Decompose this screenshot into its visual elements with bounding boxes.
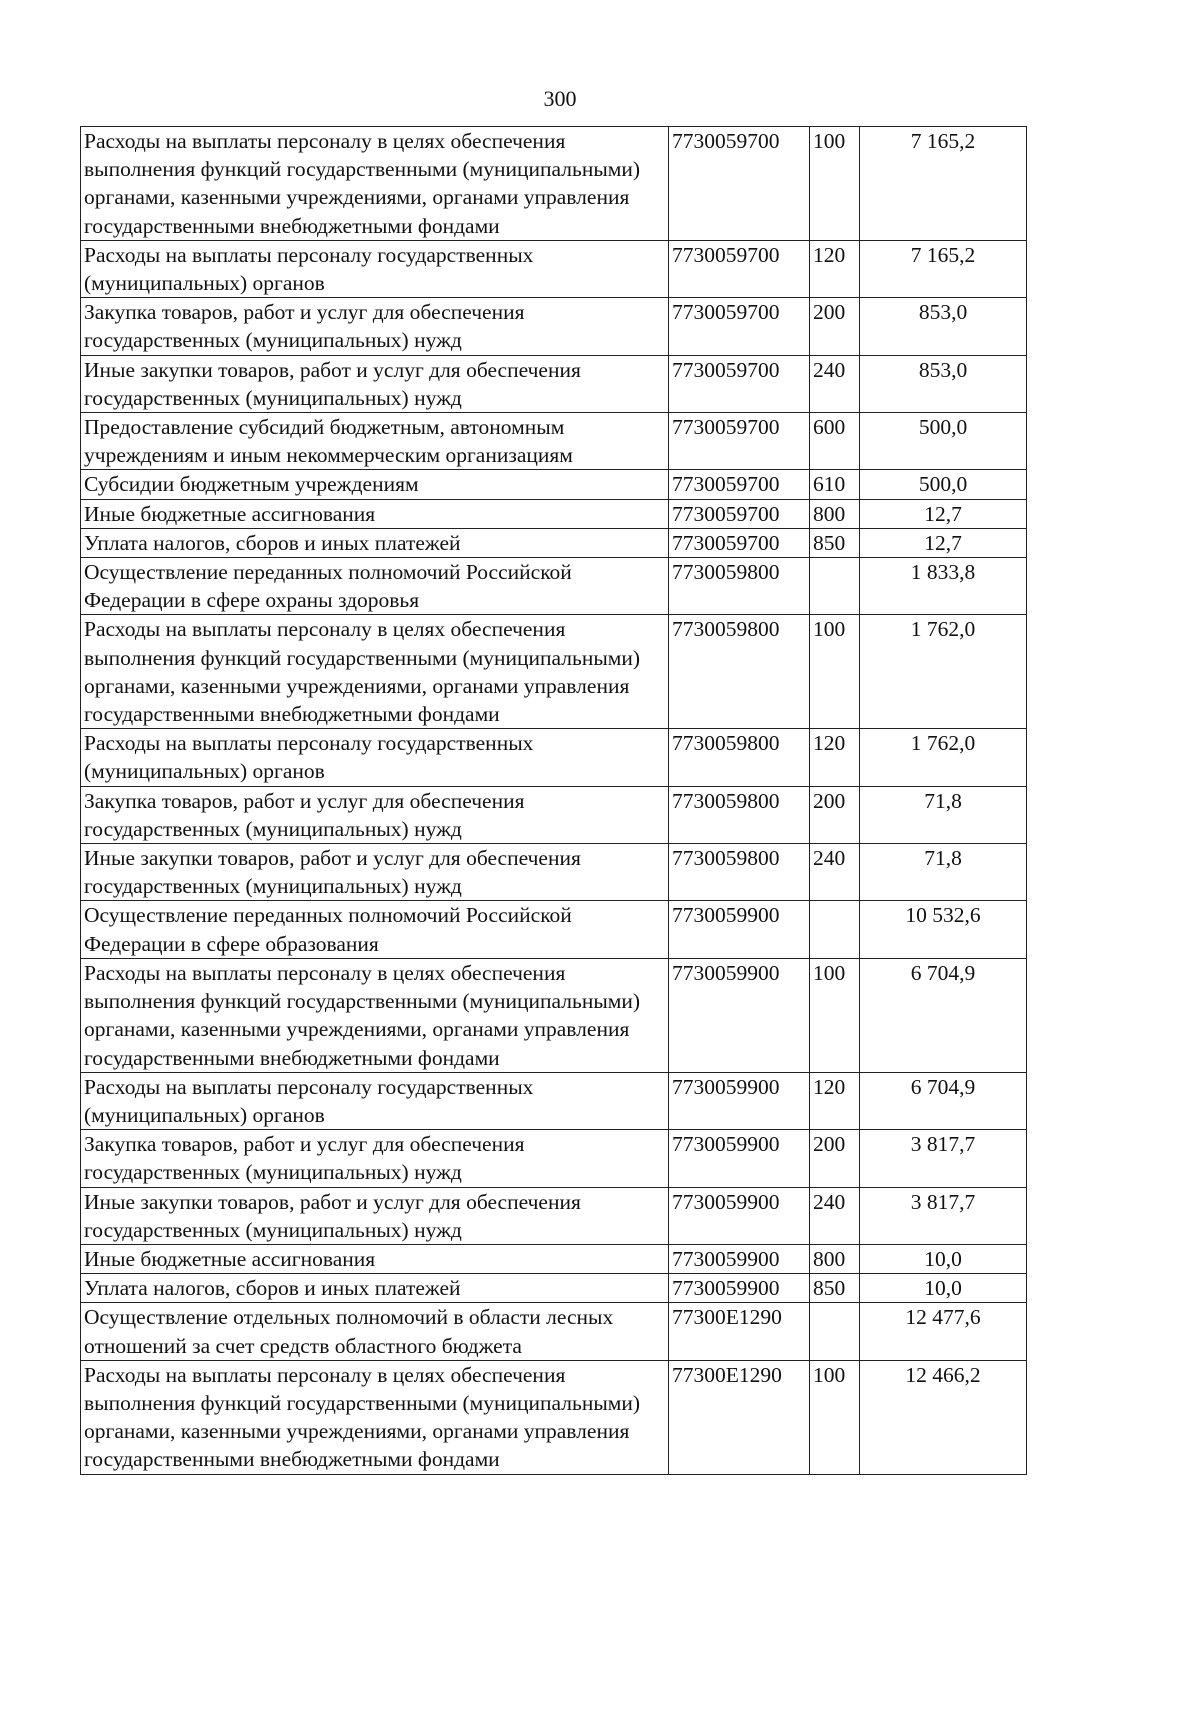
target-code-cell: 7730059900 <box>669 901 810 958</box>
expense-type-cell <box>810 558 860 615</box>
expense-type-cell: 100 <box>810 958 860 1072</box>
target-code-cell: 7730059900 <box>669 1130 810 1187</box>
expense-name-cell: Закупка товаров, работ и услуг для обеспечения государственных (муниципальных) нужд <box>81 298 669 355</box>
budget-table <box>80 126 1027 1475</box>
amount-cell: 853,0 <box>860 355 1027 412</box>
expense-type-cell: 100 <box>810 127 860 241</box>
amount-cell: 3 817,7 <box>860 1130 1027 1187</box>
target-code-cell: 7730059800 <box>669 729 810 786</box>
expense-name-cell: Расходы на выплаты персоналу в целях обеспечения выполнения функций государственными (муниципальными) органами, казенными учреждениями, органами управления государственными внебюджетными фондами <box>81 127 669 241</box>
amount-cell: 71,8 <box>860 786 1027 843</box>
amount-cell: 853,0 <box>860 298 1027 355</box>
table-row <box>81 499 1027 528</box>
expense-name-cell: Уплата налогов, сборов и иных платежей <box>81 1274 669 1303</box>
expense-type-cell: 240 <box>810 1187 860 1244</box>
expense-name-cell: Осуществление переданных полномочий Российской Федерации в сфере образования <box>81 901 669 958</box>
expense-type-cell: 800 <box>810 499 860 528</box>
target-code-cell: 7730059800 <box>669 615 810 729</box>
budget-table-body <box>81 127 1027 1475</box>
expense-type-cell: 850 <box>810 1274 860 1303</box>
table-row <box>81 558 1027 615</box>
target-code-cell: 7730059900 <box>669 1187 810 1244</box>
expense-name-cell: Иные бюджетные ассигнования <box>81 1244 669 1273</box>
expense-name-cell: Уплата налогов, сборов и иных платежей <box>81 528 669 557</box>
target-code-cell: 7730059800 <box>669 786 810 843</box>
target-code-cell: 7730059700 <box>669 298 810 355</box>
table-row <box>81 470 1027 499</box>
amount-cell: 12 477,6 <box>860 1303 1027 1360</box>
expense-type-cell: 600 <box>810 413 860 470</box>
amount-cell: 7 165,2 <box>860 240 1027 297</box>
expense-name-cell: Расходы на выплаты персоналу государственных (муниципальных) органов <box>81 240 669 297</box>
target-code-cell: 7730059800 <box>669 844 810 901</box>
expense-type-cell: 800 <box>810 1244 860 1273</box>
target-code-cell: 7730059700 <box>669 470 810 499</box>
target-code-cell: 7730059700 <box>669 499 810 528</box>
target-code-cell: 7730059900 <box>669 958 810 1072</box>
table-row <box>81 729 1027 786</box>
expense-type-cell <box>810 1303 860 1360</box>
table-row <box>81 1360 1027 1474</box>
expense-type-cell: 200 <box>810 786 860 843</box>
table-row <box>81 901 1027 958</box>
amount-cell: 1 762,0 <box>860 729 1027 786</box>
amount-cell: 1 833,8 <box>860 558 1027 615</box>
amount-cell: 6 704,9 <box>860 1072 1027 1129</box>
amount-cell: 7 165,2 <box>860 127 1027 241</box>
table-row <box>81 1072 1027 1129</box>
amount-cell: 12 466,2 <box>860 1360 1027 1474</box>
table-row <box>81 1303 1027 1360</box>
expense-type-cell: 200 <box>810 298 860 355</box>
amount-cell: 10,0 <box>860 1244 1027 1273</box>
expense-type-cell: 120 <box>810 240 860 297</box>
expense-type-cell: 100 <box>810 615 860 729</box>
table-row <box>81 958 1027 1072</box>
target-code-cell: 7730059900 <box>669 1274 810 1303</box>
page-number: 300 <box>543 86 577 111</box>
expense-name-cell: Расходы на выплаты персоналу государственных (муниципальных) органов <box>81 729 669 786</box>
table-row <box>81 844 1027 901</box>
expense-type-cell: 610 <box>810 470 860 499</box>
expense-type-cell: 100 <box>810 1360 860 1474</box>
target-code-cell: 7730059900 <box>669 1072 810 1129</box>
expense-type-cell: 200 <box>810 1130 860 1187</box>
expense-name-cell: Расходы на выплаты персоналу в целях обеспечения выполнения функций государственными (муниципальными) органами, казенными учреждениями, органами управления государственными внебюджетными фондами <box>81 1360 669 1474</box>
amount-cell: 1 762,0 <box>860 615 1027 729</box>
target-code-cell: 77300Е1290 <box>669 1360 810 1474</box>
table-row <box>81 1130 1027 1187</box>
amount-cell: 12,7 <box>860 528 1027 557</box>
table-row <box>81 240 1027 297</box>
expense-type-cell <box>810 901 860 958</box>
expense-type-cell: 120 <box>810 1072 860 1129</box>
expense-name-cell: Расходы на выплаты персоналу в целях обеспечения выполнения функций государственными (муниципальными) органами, казенными учреждениями, органами управления государственными внебюджетными фондами <box>81 615 669 729</box>
table-row <box>81 1244 1027 1273</box>
expense-name-cell: Закупка товаров, работ и услуг для обеспечения государственных (муниципальных) нужд <box>81 786 669 843</box>
target-code-cell: 7730059700 <box>669 413 810 470</box>
table-row <box>81 528 1027 557</box>
expense-name-cell: Расходы на выплаты персоналу государственных (муниципальных) органов <box>81 1072 669 1129</box>
expense-name-cell: Закупка товаров, работ и услуг для обеспечения государственных (муниципальных) нужд <box>81 1130 669 1187</box>
expense-type-cell: 240 <box>810 844 860 901</box>
table-row <box>81 127 1027 241</box>
expense-name-cell: Иные закупки товаров, работ и услуг для обеспечения государственных (муниципальных) нужд <box>81 1187 669 1244</box>
target-code-cell: 7730059700 <box>669 528 810 557</box>
expense-name-cell: Иные закупки товаров, работ и услуг для обеспечения государственных (муниципальных) нужд <box>81 355 669 412</box>
amount-cell: 10 532,6 <box>860 901 1027 958</box>
table-row <box>81 615 1027 729</box>
target-code-cell: 7730059700 <box>669 127 810 241</box>
amount-cell: 6 704,9 <box>860 958 1027 1072</box>
expense-name-cell: Иные бюджетные ассигнования <box>81 499 669 528</box>
table-row <box>81 1274 1027 1303</box>
amount-cell: 10,0 <box>860 1274 1027 1303</box>
table-row <box>81 413 1027 470</box>
expense-name-cell: Иные закупки товаров, работ и услуг для обеспечения государственных (муниципальных) нужд <box>81 844 669 901</box>
amount-cell: 12,7 <box>860 499 1027 528</box>
expense-name-cell: Осуществление отдельных полномочий в области лесных отношений за счет средств областного бюджета <box>81 1303 669 1360</box>
amount-cell: 500,0 <box>860 470 1027 499</box>
target-code-cell: 7730059900 <box>669 1244 810 1273</box>
table-row <box>81 298 1027 355</box>
amount-cell: 71,8 <box>860 844 1027 901</box>
target-code-cell: 77300Е1290 <box>669 1303 810 1360</box>
table-row <box>81 355 1027 412</box>
table-row <box>81 786 1027 843</box>
expense-name-cell: Осуществление переданных полномочий Российской Федерации в сфере охраны здоровья <box>81 558 669 615</box>
expense-type-cell: 240 <box>810 355 860 412</box>
amount-cell: 3 817,7 <box>860 1187 1027 1244</box>
target-code-cell: 7730059700 <box>669 355 810 412</box>
expense-name-cell: Предоставление субсидий бюджетным, автономным учреждениям и иным некоммерческим организациям <box>81 413 669 470</box>
target-code-cell: 7730059700 <box>669 240 810 297</box>
expense-type-cell: 850 <box>810 528 860 557</box>
expense-name-cell: Субсидии бюджетным учреждениям <box>81 470 669 499</box>
table-row <box>81 1187 1027 1244</box>
expense-type-cell: 120 <box>810 729 860 786</box>
target-code-cell: 7730059800 <box>669 558 810 615</box>
expense-name-cell: Расходы на выплаты персоналу в целях обеспечения выполнения функций государственными (муниципальными) органами, казенными учреждениями, органами управления государственными внебюджетными фондами <box>81 958 669 1072</box>
amount-cell: 500,0 <box>860 413 1027 470</box>
